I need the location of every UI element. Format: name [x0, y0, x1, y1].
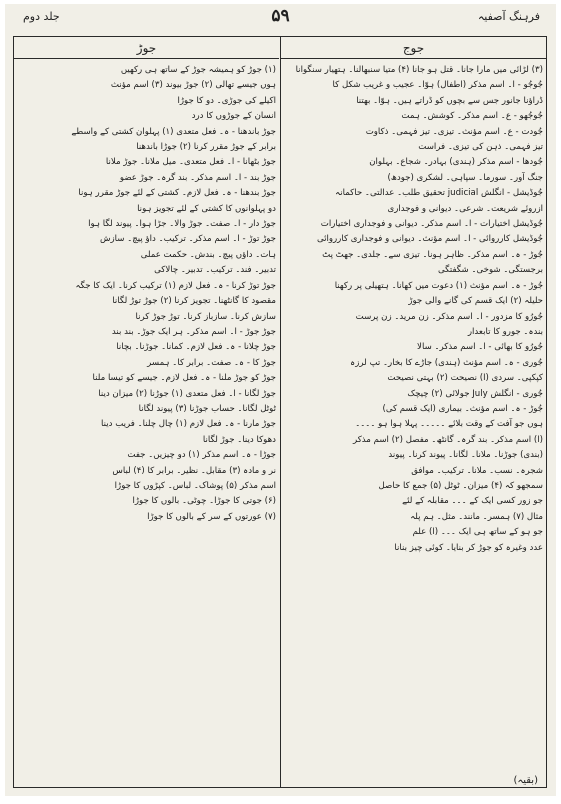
column-divider — [280, 37, 281, 787]
entry-line: (ا) اسم مذکر۔ بند گرہ۔ گانٹھ۔ مفصل (۲) اسم مذکر — [352, 434, 543, 445]
entry-line: ڈراؤنا جانور جس سے بچوں کو ڈراتے ہیں۔ ہوّا۔ بھتنا — [356, 95, 543, 106]
entry-line: جوڑ توڑ - ا۔ اسم مذکر۔ ترکیب۔ داؤ پیچ۔ سازش — [100, 234, 276, 245]
entry-line: جُوجُو - ا۔ اسم مذکر (اطفال) ہوّا۔ عجیب و غریب شکل کا — [332, 80, 543, 91]
entry-line: جُودت - ع۔ اسم مؤنث۔ تیزی۔ تیز فہمی۔ ذکاوت — [365, 126, 543, 137]
book-title: فرہنگ آصفیہ — [477, 10, 540, 23]
entry-line: جُوڑ - ہ۔ اسم مذکر۔ ظاہر ہونا۔ تیزی سے۔ جلدی۔ جھٹ پٹ — [322, 249, 543, 260]
entry-line: دھوکا دینا۔ جوڑ لگانا — [202, 434, 276, 445]
page-number: ۵۹ — [271, 6, 290, 26]
entry-line: جُوجُھو - ع۔ اسم مذکر۔ کوشش۔ ہمت — [401, 111, 543, 122]
entry-line: جو ہو کے ساتھ ہی ایک ۔۔۔ (ا) علم — [412, 527, 543, 538]
entry-line: جوڑ باندھنا - ہ۔ فعل متعدی (۱) پہلوان کشتی کے واسطے — [71, 126, 276, 137]
page-footer: (بقیہ) — [513, 775, 538, 786]
entry-line: جوڑ کو جوڑ ملنا - ہ۔ فعل لازم۔ جیسے کو تیسا ملنا — [92, 373, 276, 384]
page-header — [5, 4, 556, 30]
entry-line: جوڑ کا - ہ۔ صفت۔ برابر کا۔ ہمسر — [147, 357, 276, 368]
entry-line: دو پہلوانوں کا کشتی کے لئے تجویز ہونا — [137, 203, 276, 214]
entry-line: تدبیر۔ فند۔ ترکیب۔ تدبیر۔ چالاکی — [154, 265, 276, 276]
entry-line: مثال (۷) ہمسر۔ مانند۔ مثل۔ ہم پلہ — [410, 511, 543, 522]
entry-line: جُوری - انگلش July جولائی (۲) چیچک — [407, 388, 543, 399]
entry-line: نر و مادہ (۳) مقابل۔ نظیر۔ برابر کا (۴) لباس — [112, 465, 276, 476]
entry-line: برابر کے جوڑ مقرر کرنا (۲) جوڑا باندھنا — [136, 142, 276, 153]
entry-line: جوڑ بٹھانا - ا۔ فعل متعدی۔ میل ملانا۔ جوڑ ملانا — [105, 157, 276, 168]
entry-line: جُوڑ - ہ۔ اسم مؤنث۔ بیماری (ایک قسم کی) — [382, 403, 543, 414]
entry-line: اکیلے کی جوڑی۔ دو کا جوڑا — [177, 95, 276, 106]
dictionary-page — [5, 4, 556, 796]
entry-line: حلیلہ (۲) ایک قسم کی گانے والی جوڑ — [408, 296, 543, 307]
entry-line: ہوں جیسے تھالی (۲) جوڑ بیوند (۳) اسم مؤنث — [110, 80, 276, 91]
entry-line: مقصود کا گانٹھنا۔ تجویز کرنا (۲) جوڑ توڑ لگانا — [112, 296, 276, 307]
entry-line: جُورُو کا مزدور - ا۔ اسم مذکر۔ زن مرید۔ زن پرست — [355, 311, 543, 322]
entry-line: جوڑ لگانا - ا۔ فعل متعدی (۱) جوڑنا (۲) میزان دینا — [98, 388, 276, 399]
entry-line: جوڑ جوڑ - ا۔ اسم مذکر۔ ہر ایک جوڑ۔ بند بند — [111, 326, 276, 337]
volume-label: جلد دوم — [23, 10, 60, 23]
entry-line: جُوڈیشل اختیارات - ا۔ اسم مذکر۔ دیوانی و فوجداری اختیارات — [320, 219, 543, 230]
entry-line: (۳) لڑائی میں مارا جانا۔ قتل ہو جانا (۴) متیا سنبھالنا۔ ہتھیار سنگوانا — [295, 65, 543, 75]
entry-line: انسان کے جوڑوں کا درد — [191, 111, 276, 122]
right-column — [285, 63, 543, 783]
entry-line: بندہ۔ جورو کا تابعدار — [467, 326, 543, 337]
entry-line: تیز فہمی۔ ذہن کی تیزی۔ فراست — [418, 142, 543, 153]
entry-line: ہوں جو آفت کے وقت بلائے ۔۔۔۔۔ پہلا ہوا ہو ۔۔۔۔ — [355, 419, 543, 430]
entry-line: جنگ آور۔ سورما۔ سپاہی۔ لشکری (جودھ) — [387, 172, 543, 183]
entry-line: جو زور کسی ایک کے ۔۔۔ مقابلہ کے لئے — [402, 496, 543, 507]
entry-line: عدد وغیرہ کو جوڑ کر بنایا۔ کوئی چیز بنانا — [394, 542, 543, 553]
entry-line: اسم مذکر (۵) پوشاک۔ لباس۔ کپڑوں کا جوڑا — [114, 480, 276, 491]
left-column-heading: جوڑ — [14, 37, 279, 59]
entry-line: سازش کرنا۔ سازباز کرنا۔ توڑ جوڑ کرنا — [135, 311, 276, 322]
entry-line: کپکپی۔ سردی (ا) نصیحت (۲) بہتی نصیحت — [387, 373, 543, 384]
entry-line: شجرہ۔ نسب۔ ملانا۔ ترکیب۔ موافق — [411, 465, 543, 476]
entry-line: جوڑ بندھنا - ہ۔ فعل لازم۔ کشتی کے لئے جوڑ مقرر ہونا — [78, 188, 276, 199]
entry-line: جوڑ توڑ کرنا - ہ۔ فعل لازم (۱) ترکیب کرنا۔ ایک کا جگہ — [75, 280, 276, 291]
entry-line: برجستگی۔ شوخی۔ شگفتگی — [437, 265, 543, 276]
entry-line: جُوڑ - ہ۔ اسم مؤنث (۱) دعوت میں کھانا۔ ہتھیلی پر رکھنا — [334, 280, 543, 291]
entry-line: سمجھو کہ (۴) میزان۔ ٹوٹل (۵) جمع کا حاصل — [378, 480, 543, 491]
entry-line: ہات۔ داؤں پیچ۔ بندش۔ حکمت عملی — [140, 249, 276, 260]
entry-line: (۷) عورتوں کے سر کے بالوں کا جوڑا — [147, 511, 276, 522]
entry-line: ازروئے شریعت۔ شرعی۔ دیوانی و فوجداری — [387, 203, 543, 214]
entry-line: جوڑ چلانا - ہ۔ فعل لازم۔ کمانا۔ جوڑنا۔ بچانا — [116, 342, 276, 353]
entry-line: جُورُو کا بھائی - ا۔ اسم مذکر۔ سالا — [417, 342, 543, 353]
entry-line: ٹوٹل لگانا۔ حساب جوڑنا (۳) پیوند لگانا — [138, 403, 276, 414]
entry-line: (۶) جوتی کا جوڑا۔ چوٹی۔ بالوں کا جوڑا — [132, 496, 276, 507]
entry-line: جُوری - ہ۔ اسم مؤنث (ہندی) جاڑے کا بخار۔ تپ لرزہ — [350, 357, 543, 368]
entry-line: (بندی) جوڑنا۔ ملانا۔ لگانا۔ پیوند کرنا۔ پیوند — [388, 450, 543, 461]
entry-line: جوڑ بند - ا۔ اسم مذکر۔ بند گرہ۔ جوڑ عضو — [119, 172, 276, 183]
right-column-heading: جوج — [281, 37, 546, 59]
entry-line: جوڑا - ہ۔ اسم مذکر (۱) دو چیزیں۔ جفت — [127, 450, 276, 461]
entry-line: (۱) جوڑ کو ہمیشہ جوڑ کے ساتھ ہی رکھیں — [120, 65, 276, 75]
page-frame — [13, 36, 547, 788]
entry-line: جُوڈیشل - انگلش judicial تحقیق طلب۔ عدالتی۔ حاکمانہ — [335, 188, 543, 199]
entry-line: جُوڈیشل کارروائی - ا۔ اسم مؤنث۔ دیوانی و فوجداری کارروائی — [316, 234, 543, 245]
left-column — [18, 63, 276, 783]
entry-line: جوڑ دار - ا۔ صفت۔ جوڑ والا۔ جڑا ہوا۔ پیوند لگا ہوا — [88, 219, 276, 230]
entry-line: جوڑ مارنا - ہ۔ فعل لازم (۱) چال چلنا۔ فریب دینا — [101, 419, 276, 430]
entry-line: جُودھا - اسم مذکر (ہندی) بہادر۔ شجاع۔ بہلوان — [369, 157, 543, 168]
